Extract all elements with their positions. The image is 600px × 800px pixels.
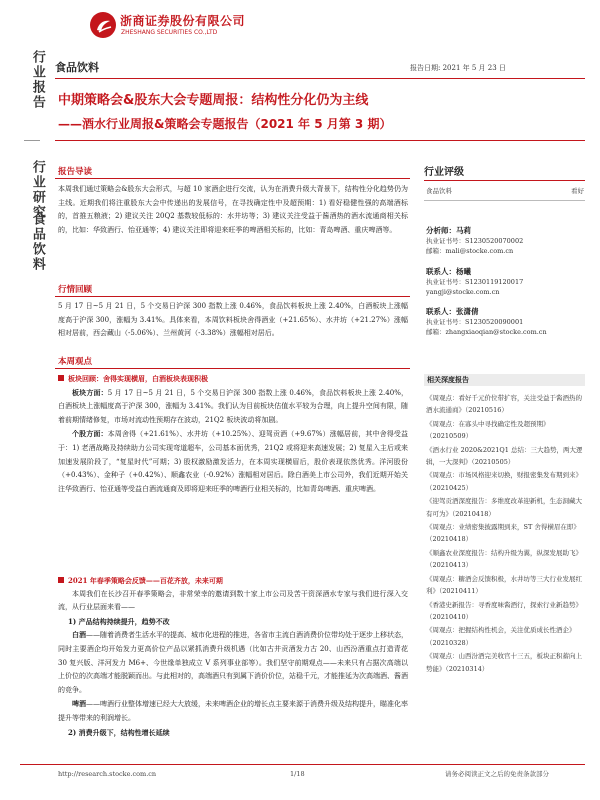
related-report-item[interactable]: 《顺鑫农业深度报告：结构升级为翼，纵深发展助飞》（20210413） <box>426 548 582 570</box>
related-report-item[interactable]: 《周观点：业绩密集披露期到来，ST 舍得横眉在即》（20210418） <box>426 523 580 544</box>
rating-sector: 食品饮料 <box>426 187 452 195</box>
page-number: 1/18 <box>290 770 305 778</box>
company-logo <box>90 12 116 38</box>
footer-url[interactable]: http://research.stocke.com.cn <box>58 770 157 778</box>
left-tag-research: 行业研究 <box>29 160 45 220</box>
title-divider <box>55 140 585 141</box>
related-reports-heading: 相关深度报告 <box>424 374 585 386</box>
rating-divider <box>424 200 585 201</box>
company-name-en: ZHESHANG SECURITIES CO.,LTD <box>121 29 218 36</box>
analyst-1: 分析师：马莉 执业证书号：S1230520070002 邮箱：mali@stocke.com.cn <box>426 226 524 255</box>
report-title: 中期策略会&股东大会专题周报：结构性分化仍为主线 <box>58 93 369 108</box>
market-text: 5 月 17 日~5 月 21 日，5 个交易日沪深 300 指数上涨 0.46%，食品饮料板块上涨 2.40%，白酒板块上涨幅度高于沪深 300，涨幅为 3.41%。具体来看，本周饮料板块舍得酒业（+21.65%）、水井坊（+21.27%）涨幅相对居前，西会藏山（-5.06%）、兰州黄河（-3.38%）涨幅相对居后。 <box>58 302 408 338</box>
bullet-square-icon <box>58 375 64 381</box>
report-subtitle: ——酒水行业周报&策略会专题报告（2021 年 5 月第 3 期） <box>58 117 392 131</box>
related-report-item[interactable]: 《周观点：在寡头中寻找确定性及超预期》（20210509） <box>426 419 550 441</box>
footer-disclaimer: 请务必阅读正文之后的免责条款部分 <box>445 770 549 778</box>
rating-value: 看好 <box>571 187 584 195</box>
report-date: 报告日期: 2021 年 5 月 23 日 <box>410 64 506 72</box>
point1-title: 板块回顾：舍得实现横眉，白酒板块表现积极 <box>58 372 408 386</box>
logo-mark-icon <box>90 12 116 38</box>
header-divider <box>55 78 585 79</box>
rating-rule <box>424 180 585 181</box>
point2-title: 2021 年春季策略会反馈——百花齐放，未来可期 <box>58 574 408 588</box>
related-report-item[interactable]: 《周观点：把握结构性机会，关注优质成长性酒企》（20210328） <box>426 626 576 647</box>
point2-beer-paragraph: 啤酒——啤酒行业整体增速已经大大放缓，未来啤酒企业的增长点主要来源于消费升级及结构提升，瞄准化率提升等带来的利润增长。 <box>58 699 408 722</box>
left-tag-report: 行业报告 <box>29 50 45 110</box>
point1-sector-paragraph: 板块方面：5 月 17 日~5 月 21 日，5 个交易日沪深 300 指数上涨 0.46%，食品饮料板块上涨 2.40%，白酒板块上涨幅度高于沪深 300，涨幅为 3.41%。我们认为目前板块估值水平较为合理，向上提升空间有限，随着前期情绪修复，市场对流动性预期存在波动，21Q2 板块波动将加剧。 <box>58 387 408 424</box>
rating-row <box>426 186 584 196</box>
point2-baijiu-paragraph: 白酒——随着消费者生活水平的提高、城市化进程的推进，各省市主流白酒消费价位带均处于逐步上移状态，同时主要酒企均开始发力更高价位产品以紧抓消费升级机遇（比如古井贡酒发力古 20、山西汾酒重点打造青花 30 复兴版、洋河发力 M6+、今世缘单独成立 V 系列事业部等）。我们坚守前期观点——未来只有占据次高端以上价位的次高端才能脱颖而出。与此相对的，高端酒只有到属下消价价位，站稳千元，才能推延为次高端酒、酱酒的竞争。 <box>58 630 408 694</box>
left-tag-sector: 食品饮料 <box>29 212 45 272</box>
analyst-2: 联系人：杨曦 执业证书号：S1230119120017 yangji@stocke.com.cn <box>426 267 524 296</box>
point2-sub1: 1) 产品结构持续提升，趋势不改 <box>68 616 170 626</box>
market-heading: 行情回顾 <box>58 285 93 295</box>
guide-text: 本周我们通过策略会&股东大会形式，与超 10 家酒企进行交流，认为在消费升级大背景下，结构性分化趋势仍为主线。近期我们将注重股东大会中传递出的发展信号，在寻找确定性中及超预期：1) 看好稳健性强的高端酒标的，首推五粮液；2) 建议关注 20Q2 基数较低标的：水井坊等；3) 建议关注受益于酱酒热的酒水流通商相关标的，比如：华致酒行、怡亚通等；4) 建议关注即将迎来旺季的啤酒相关标的，比如：青岛啤酒、重庆啤酒等。 <box>58 185 408 234</box>
point2-intro: 本周我们在长沙召开春季策略会，非常荣幸的邀请到数十家上市公司及苦干资深酒水专家与我们进行深入交流，从行业层面来看—— <box>58 589 408 612</box>
bullet-square-icon <box>58 577 64 583</box>
related-report-item[interactable]: 《迎驾贡酒深度报告：多维度改革迎新机，生态洞藏大有可为》（20210418） <box>426 497 582 518</box>
related-report-item[interactable]: 《周观点：看好千元价位带扩容，关注受益于酱酒热的酒水流通商》（20210516） <box>426 394 582 415</box>
related-report-item[interactable]: 《香港史新报告：寻香度味酱酒行，探索行业新趋势》（20210410） <box>426 600 582 621</box>
company-name-cn: 浙商证券股份有限公司 <box>120 14 246 28</box>
point1-stock-paragraph: 个股方面：本周舍得（+21.61%）、水井坊（+10.25%）、迎驾贡酒（+9.67%）涨幅居前，其中舍得受益于：1) 老酒战略及持续助力公司实现弯道超车，公司基本面优秀，21Q2 或将迎来高速发展；2) 复星入主后或来加速发展阶段了，“复星时代”可期；3) 股权激励激发活力，在本周实现横眉后，股价表现依然优秀。洋河股份（+0.43%）、金种子（+0.42%）、顺鑫农业（-0.92%）涨幅相对居后。除白酒美上市公司外，我们近期开始关注华致酒行、怡亚通等受益白酒流通商及即将迎来旺季的啤酒行业相关标的，比如青岛啤酒、重庆啤酒。 <box>58 429 409 493</box>
related-report-item[interactable]: 《酒水行业 2020&2021Q1 总结：三大趋势，两大逻辑，一大深判》（20210505） <box>426 445 583 467</box>
weekly-heading: 本周观点 <box>58 357 93 367</box>
related-report-item[interactable]: 《周观点：糖酒会反馈积极，水井坊等三大行业发展红利》（20210411） <box>426 574 582 596</box>
point2-sub2: 2) 消费升级下，结构性增长延续 <box>68 727 170 737</box>
footer-divider <box>20 764 585 765</box>
analyst-3: 联系人：张潇倩 执业证书号：S1230520090001 邮箱：zhangxiaoqian@stocke.com.cn <box>426 307 547 336</box>
weekly-point1 <box>58 372 408 496</box>
weekly-point2 <box>58 574 408 739</box>
related-report-item[interactable]: 《周观点：市场风格迎来切换，财报密集发布期到来》（20210425） <box>426 471 582 492</box>
related-report-item[interactable]: 《周观点：山西汾酒完美收官十三五，板块正积蓄向上势能》（20210314） <box>426 652 582 673</box>
market-rule <box>55 296 410 297</box>
related-reports-list <box>426 392 586 676</box>
guide-rule <box>55 178 410 179</box>
rating-heading: 行业评级 <box>424 167 464 178</box>
weekly-rule <box>55 368 410 369</box>
left-divider <box>24 140 40 141</box>
sector-label: 食品饮料 <box>55 61 99 74</box>
guide-heading: 报告导读 <box>58 167 93 177</box>
